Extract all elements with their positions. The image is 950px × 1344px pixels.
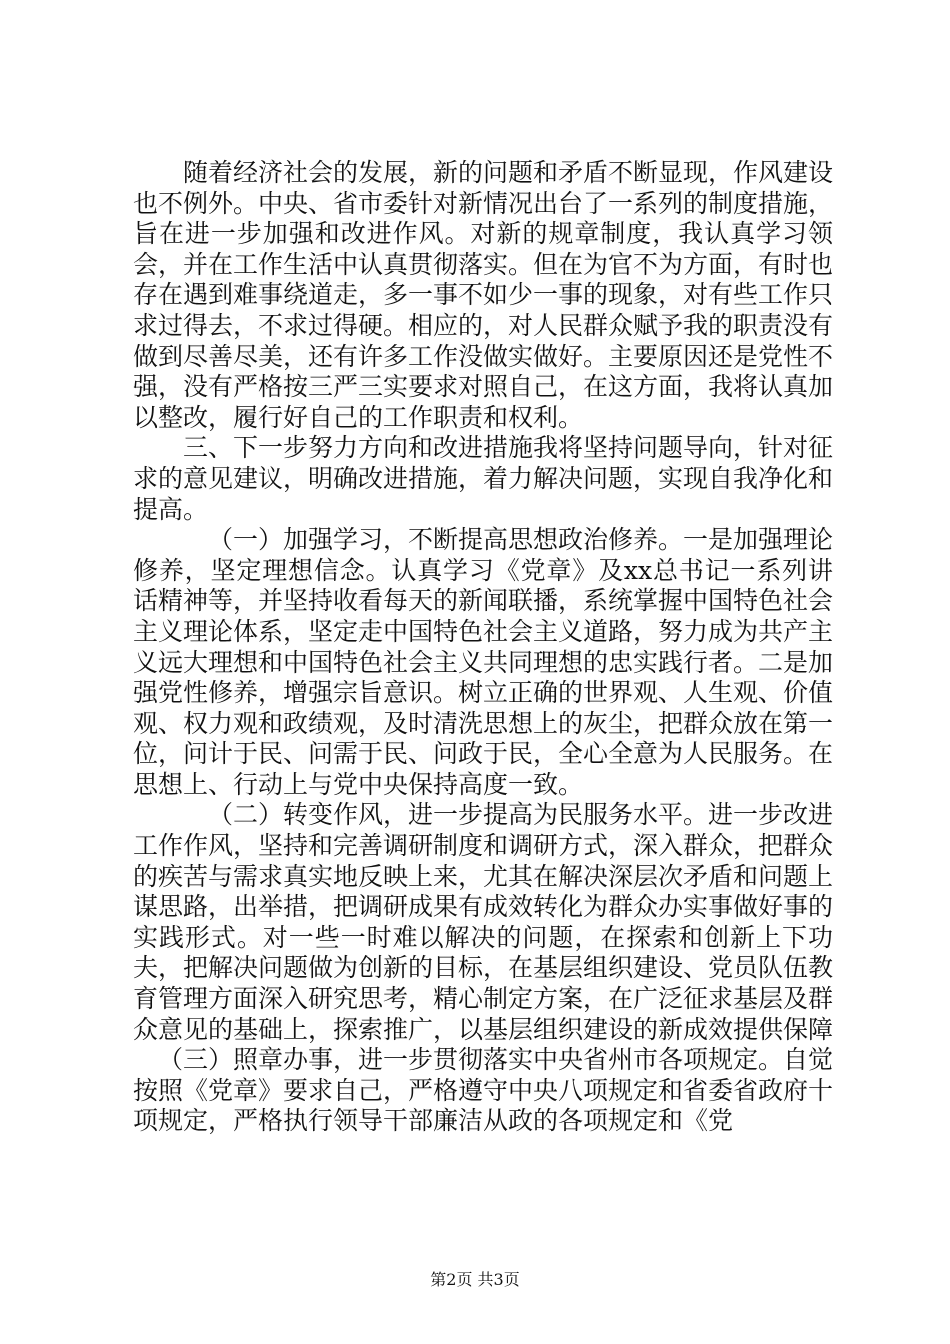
page-footer: 第2页 共3页 [430,1270,520,1289]
paragraph-work-style-change: （二）转变作风，进一步提高为民服务水平。进一步改进工作作风，坚持和完善调研制度和调研方式，深入群众，把群众的疾苦与需求真实地反映上来，尤其在解决深层次矛盾和问题上谋思路，出举措，把调研成果有成效转化为群众办实事做好事的实践形式。对一些一时难以解决的问题，在探索和创新上下功夫，把解决问题做为创新的目标，在基层组织建设、党员队伍教育管理方面深入研究思考，精心制定方案，在广泛征求基层及群众意见的基础上，探索推广，以基层组织建设的新成效提供保障 [133,800,834,1044]
paragraph-work-style: 随着经济社会的发展，新的问题和矛盾不断显现，作风建设也不例外。中央、省市委针对新情况出台了一系列的制度措施，旨在进一步加强和改进作风。对新的规章制度，我认真学习领会，并在工作生活中认真贯彻落实。但在为官不为方面，有时也存在遇到难事绕道走，多一事不如少一事的现象，对有些工作只求过得去，不求过得硬。相应的，对人民群众赋予我的职责没有做到尽善尽美，还有许多工作没做实做好。主要原因还是党性不强，没有严格按三严三实要求对照自己，在这方面，我将认真加以整改，履行好自己的工作职责和权利。 [133,158,834,432]
paragraph-regulations: （三）照章办事，进一步贯彻落实中央省州市各项规定。自觉按照《党章》要求自己，严格遵守中央八项规定和省委省政府十项规定，严格执行领导干部廉洁从政的各项规定和《党 [133,1045,834,1136]
paragraph-section-three: 三、下一步努力方向和改进措施我将坚持问题导向，针对征求的意见建议，明确改进措施，着力解决问题，实现自我净化和提高。 [133,433,834,524]
paragraph-study: （一）加强学习，不断提高思想政治修养。一是加强理论修养，坚定理想信念。认真学习《党章》及xx总书记一系列讲话精神等，并坚持收看每天的新闻联播，系统掌握中国特色社会主义理论体系，坚定走中国特色社会主义道路，努力成为共产主义远大理想和中国特色社会主义共同理想的忠实践行者。二是加强党性修养，增强宗旨意识。树立正确的世界观、人生观、价值观、权力观和政绩观，及时清洗思想上的灰尘，把群众放在第一位，问计于民、问需于民、问政于民，全心全意为人民服务。在思想上、行动上与党中央保持高度一致。 [133,525,834,799]
document-body [133,158,833,1137]
